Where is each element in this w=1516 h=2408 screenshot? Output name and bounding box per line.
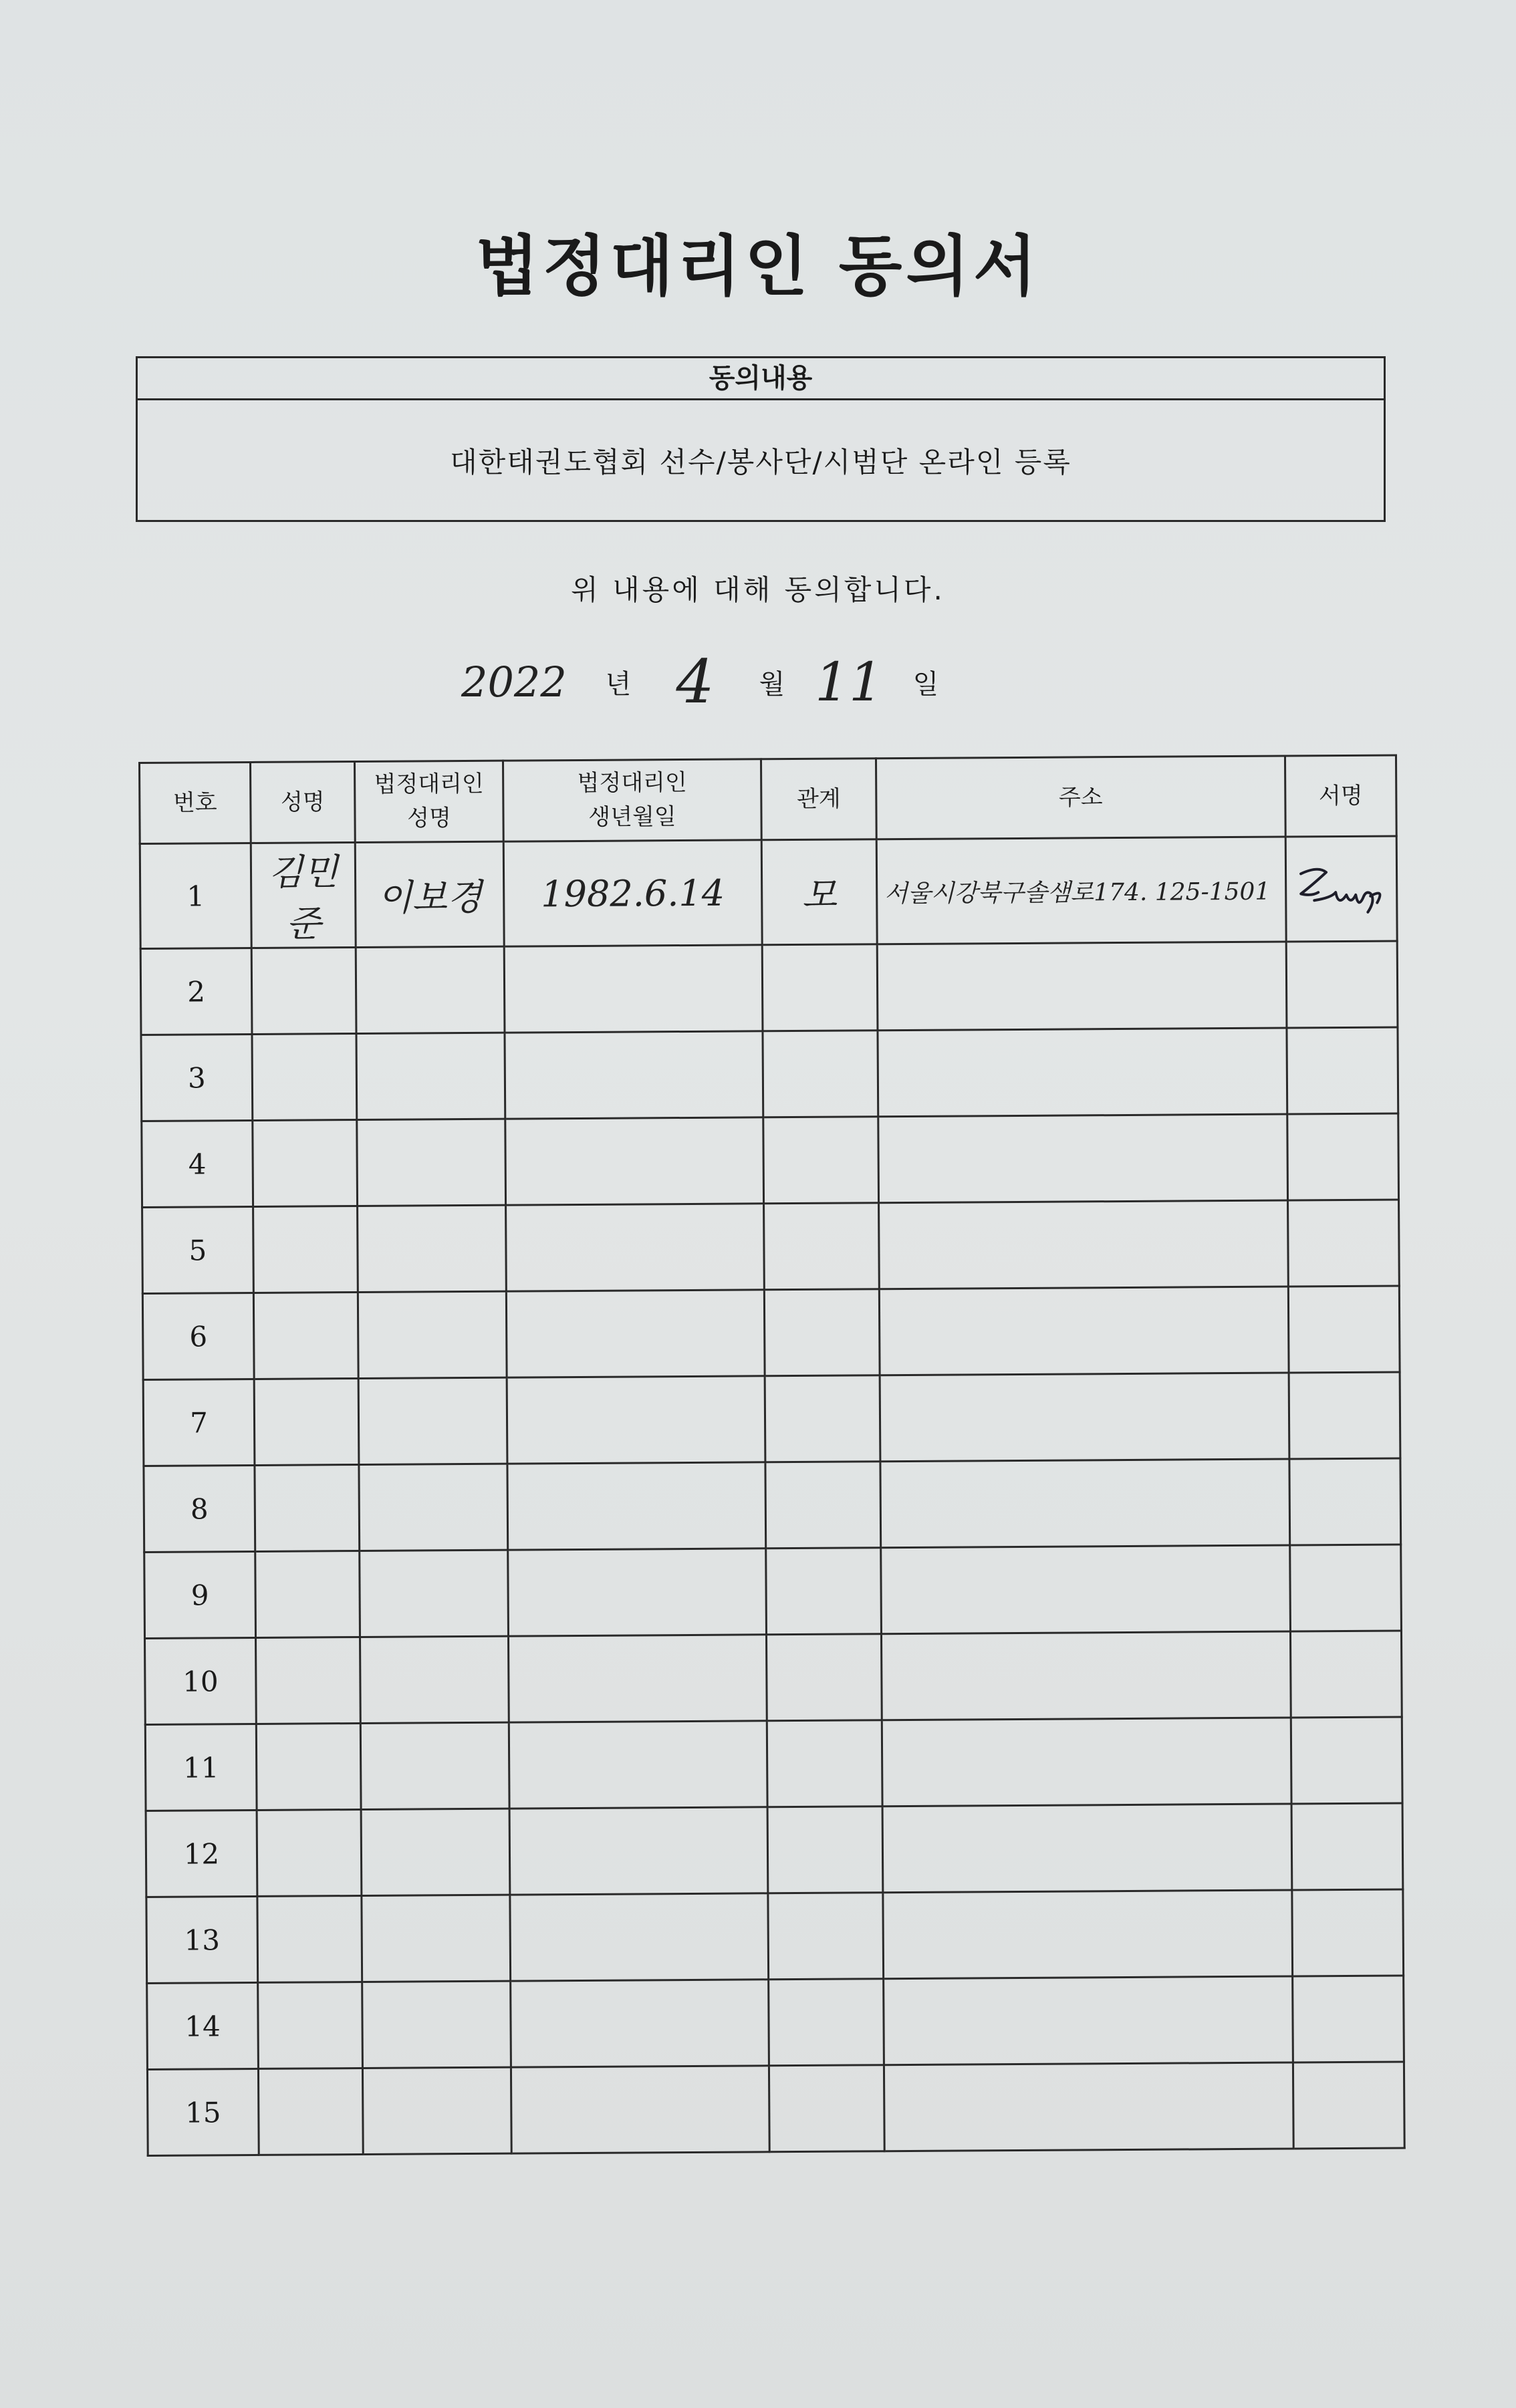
row-signature	[1291, 1803, 1403, 1890]
header-name: 성명	[251, 762, 356, 843]
row-name	[254, 1379, 359, 1466]
row-signature	[1288, 1286, 1400, 1373]
row-relation	[767, 1720, 882, 1807]
table-row	[145, 1717, 1402, 1811]
row-guardian-name	[356, 1033, 505, 1119]
row-name	[252, 1034, 357, 1121]
row-guardian-birth	[509, 1635, 767, 1722]
header-relation: 관계	[761, 759, 876, 840]
row-signature	[1292, 1889, 1404, 1976]
row-number: 6	[142, 1293, 254, 1379]
row-guardian-birth	[507, 1376, 765, 1464]
row-guardian-name	[360, 1722, 509, 1809]
row-guardian-birth	[509, 1721, 767, 1809]
row-signature	[1293, 2062, 1404, 2149]
header-guardian-name-line2: 성명	[407, 805, 451, 832]
row-number: 5	[142, 1206, 254, 1293]
row-number: 11	[145, 1724, 257, 1811]
row-address	[878, 1114, 1288, 1203]
row-number: 13	[146, 1896, 258, 1983]
row-address	[877, 942, 1287, 1031]
row-relation	[765, 1375, 880, 1462]
row-guardian-birth	[507, 1462, 766, 1550]
row-name	[253, 1120, 358, 1207]
row-guardian-birth	[508, 1549, 767, 1636]
date-day: 11	[815, 650, 883, 713]
row-name	[255, 1551, 360, 1638]
row-name	[257, 1809, 362, 1896]
row-address	[882, 1718, 1291, 1807]
row-guardian-birth	[505, 1117, 764, 1205]
header-guardian-birth	[503, 759, 761, 841]
row-number: 9	[144, 1551, 256, 1638]
row-address	[881, 1545, 1291, 1634]
row-relation	[764, 1203, 880, 1290]
row-name	[258, 2068, 363, 2155]
row-name	[257, 1895, 362, 1982]
row-name	[256, 1637, 361, 1724]
table-row	[140, 836, 1397, 948]
row-signature	[1290, 1631, 1402, 1718]
signature-mark	[1291, 859, 1392, 920]
row-address	[878, 1028, 1287, 1117]
table-row	[143, 1372, 1400, 1466]
row-relation	[767, 1807, 883, 1893]
row-relation: 모	[761, 839, 877, 945]
row-address	[881, 1631, 1291, 1720]
row-number: 14	[147, 1982, 259, 2069]
row-guardian-name	[361, 1809, 510, 1895]
row-guardian-birth: 1982.6.14	[503, 840, 762, 946]
row-signature	[1290, 1545, 1402, 1631]
header-guardian-birth-line1: 법정대리인	[577, 769, 687, 797]
header-guardian-name	[355, 761, 504, 842]
row-signature	[1285, 836, 1397, 942]
row-signature	[1286, 941, 1398, 1028]
row-name	[256, 1723, 361, 1810]
consent-box	[136, 356, 1386, 522]
row-address	[880, 1459, 1290, 1548]
row-name	[258, 1982, 363, 2068]
row-name: 김민준	[251, 843, 356, 948]
header-guardian-birth-line2: 생년월일	[588, 803, 676, 831]
row-number: 8	[144, 1465, 255, 1552]
row-address	[884, 2062, 1293, 2151]
date-month: 4	[676, 646, 715, 717]
row-guardian-name	[357, 1119, 506, 1206]
table-row	[144, 1458, 1401, 1552]
row-number: 15	[147, 2068, 259, 2155]
row-address	[883, 1890, 1293, 1979]
table-row	[147, 1976, 1404, 2069]
row-relation	[766, 1548, 882, 1635]
row-name	[255, 1465, 360, 1552]
row-guardian-birth	[511, 1980, 769, 2067]
row-guardian-name: 이보경	[355, 841, 504, 947]
header-address: 주소	[876, 756, 1285, 839]
row-name	[253, 1293, 358, 1379]
date-day-unit: 일	[912, 668, 939, 700]
table-row	[141, 1027, 1398, 1121]
row-guardian-name	[358, 1377, 507, 1464]
row-number: 10	[145, 1637, 257, 1724]
row-relation	[762, 944, 878, 1031]
row-address	[882, 1804, 1292, 1893]
row-guardian-name	[362, 1895, 511, 1982]
table-row	[142, 1113, 1399, 1207]
row-guardian-name	[359, 1464, 508, 1551]
table-row	[142, 1286, 1400, 1379]
row-name	[251, 948, 356, 1035]
row-address: 서울시강북구솔샘로174. 125-1501	[876, 837, 1286, 944]
row-number: 12	[146, 1810, 257, 1897]
row-relation	[763, 1031, 878, 1117]
header-guardian-name-line1: 법정대리인	[374, 770, 484, 798]
table-row	[146, 1889, 1404, 1983]
header-signature: 서명	[1285, 755, 1396, 837]
row-signature	[1293, 1976, 1404, 2062]
row-guardian-name	[362, 1981, 511, 2068]
row-relation	[769, 2065, 884, 2152]
page-title: 법정대리인 동의서	[475, 229, 1041, 305]
row-guardian-birth	[511, 2066, 769, 2153]
row-guardian-name	[358, 1205, 507, 1292]
row-relation	[764, 1289, 880, 1376]
date-month-unit: 월	[759, 668, 785, 700]
row-signature	[1287, 1027, 1398, 1114]
row-signature	[1291, 1717, 1402, 1804]
row-relation	[768, 1893, 884, 1980]
row-relation	[763, 1117, 879, 1204]
table-header-row	[140, 755, 1397, 843]
date-year-unit: 년	[605, 668, 632, 700]
table-row	[147, 2062, 1404, 2155]
row-signature	[1289, 1372, 1400, 1459]
date-line	[461, 646, 963, 717]
row-relation	[769, 1979, 884, 2066]
row-name	[253, 1206, 358, 1293]
registration-table	[138, 754, 1406, 2156]
table-row	[140, 941, 1398, 1035]
row-guardian-name	[362, 2067, 511, 2154]
row-signature	[1287, 1113, 1399, 1200]
row-number: 2	[140, 948, 252, 1035]
row-address	[884, 1976, 1293, 2065]
row-signature	[1288, 1200, 1400, 1287]
row-address	[880, 1373, 1289, 1462]
row-guardian-birth	[506, 1204, 765, 1291]
row-guardian-birth	[510, 1893, 769, 1981]
row-relation	[766, 1634, 882, 1721]
row-guardian-birth	[505, 1031, 763, 1119]
agreement-statement: 위 내용에 대해 동의합니다.	[571, 573, 945, 606]
row-guardian-name	[356, 946, 505, 1033]
row-number: 4	[142, 1120, 253, 1207]
row-guardian-name	[360, 1550, 509, 1637]
row-number: 3	[141, 1034, 253, 1121]
row-number: 7	[143, 1379, 255, 1466]
table-row	[145, 1631, 1402, 1724]
table-row	[146, 1803, 1403, 1897]
row-guardian-birth	[509, 1807, 768, 1895]
date-year: 2022	[461, 657, 567, 706]
table-row	[144, 1545, 1402, 1638]
row-number: 1	[140, 843, 251, 948]
header-no: 번호	[140, 762, 251, 843]
row-address	[879, 1200, 1289, 1289]
row-guardian-birth	[506, 1290, 765, 1377]
table-row	[142, 1200, 1400, 1293]
consent-heading: 동의내용	[138, 358, 1384, 400]
row-relation	[765, 1462, 881, 1549]
row-guardian-birth	[504, 945, 763, 1033]
row-address	[879, 1287, 1289, 1375]
row-guardian-name	[360, 1636, 509, 1723]
consent-content: 대한태권도협회 선수/봉사단/시범단 온라인 등록	[450, 446, 1071, 479]
row-guardian-name	[358, 1291, 507, 1378]
row-signature	[1289, 1458, 1401, 1545]
